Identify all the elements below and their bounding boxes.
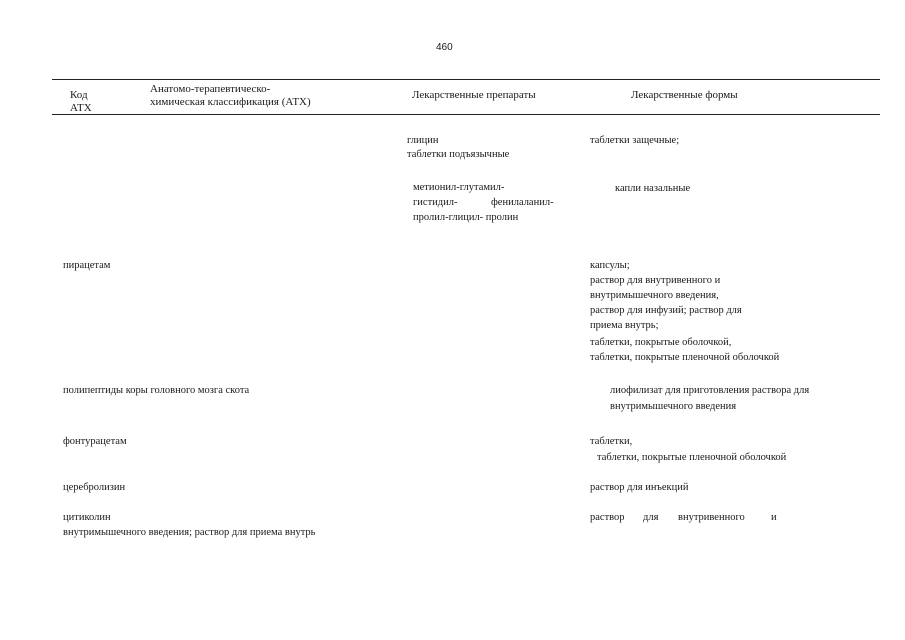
form-fonturacetam-1: таблетки, [590, 436, 633, 447]
drug-semax-line1: метионил-глутамил- [413, 182, 505, 193]
header-drugs: Лекарственные препараты [412, 89, 536, 101]
header-forms: Лекарственные формы [631, 89, 738, 101]
header-atc-line1: Анатомо-терапевтическо- [150, 83, 271, 95]
class-piracetam: пирацетам [63, 260, 111, 271]
drug-semax-line2a: гистидил- [413, 197, 458, 208]
form-piracetam-4: раствор для инфузий; раствор для [590, 305, 742, 316]
drug-glycine-form: таблетки подъязычные [407, 149, 510, 160]
form-cerebrolysin: раствор для инъекций [590, 482, 689, 493]
table-header-bottom-rule [52, 114, 880, 115]
form-piracetam-3: внутримышечного введения, [590, 290, 719, 301]
form-piracetam-1: капсулы; [590, 260, 630, 271]
form-piracetam-7: таблетки, покрытые пленочной оболочкой [590, 352, 780, 363]
drug-semax-line2b: фенилаланил- [491, 197, 554, 208]
class-citicoline-line2: внутримышечного введения; раствор для приема внутрь [63, 527, 316, 538]
form-semax: капли назальные [615, 183, 691, 194]
form-piracetam-5: приема внутрь; [590, 320, 659, 331]
form-glycine: таблетки защечные; [590, 135, 680, 146]
header-code-line1: Код [70, 89, 88, 101]
drug-semax-line3: пролил-глицил- пролин [413, 212, 519, 223]
form-fonturacetam-2: таблетки, покрытые пленочной оболочкой [597, 452, 787, 463]
drug-glycine: глицин [407, 135, 439, 146]
form-piracetam-6: таблетки, покрытые оболочкой, [590, 337, 732, 348]
form-piracetam-2: раствор для внутривенного и [590, 275, 721, 286]
form-citicoline-w3: внутривенного [678, 512, 745, 523]
class-polypeptides: полипептиды коры головного мозга скота [63, 385, 250, 396]
class-citicoline: цитиколин [63, 512, 111, 523]
form-polypeptides-2: внутримышечного введения [610, 401, 737, 412]
form-citicoline-w2: для [643, 512, 659, 523]
form-polypeptides-1: лиофилизат для приготовления раствора для [610, 385, 810, 396]
header-atc-line2: химическая классификация (АТХ) [150, 96, 311, 108]
form-citicoline-w1: раствор [590, 512, 625, 523]
table-top-rule [52, 79, 880, 80]
header-code-line2: АТХ [70, 102, 92, 114]
form-citicoline-w4: и [771, 512, 777, 523]
class-fonturacetam: фонтурацетам [63, 436, 127, 447]
page-number: 460 [436, 42, 453, 53]
class-cerebrolysin: церебролизин [63, 482, 126, 493]
